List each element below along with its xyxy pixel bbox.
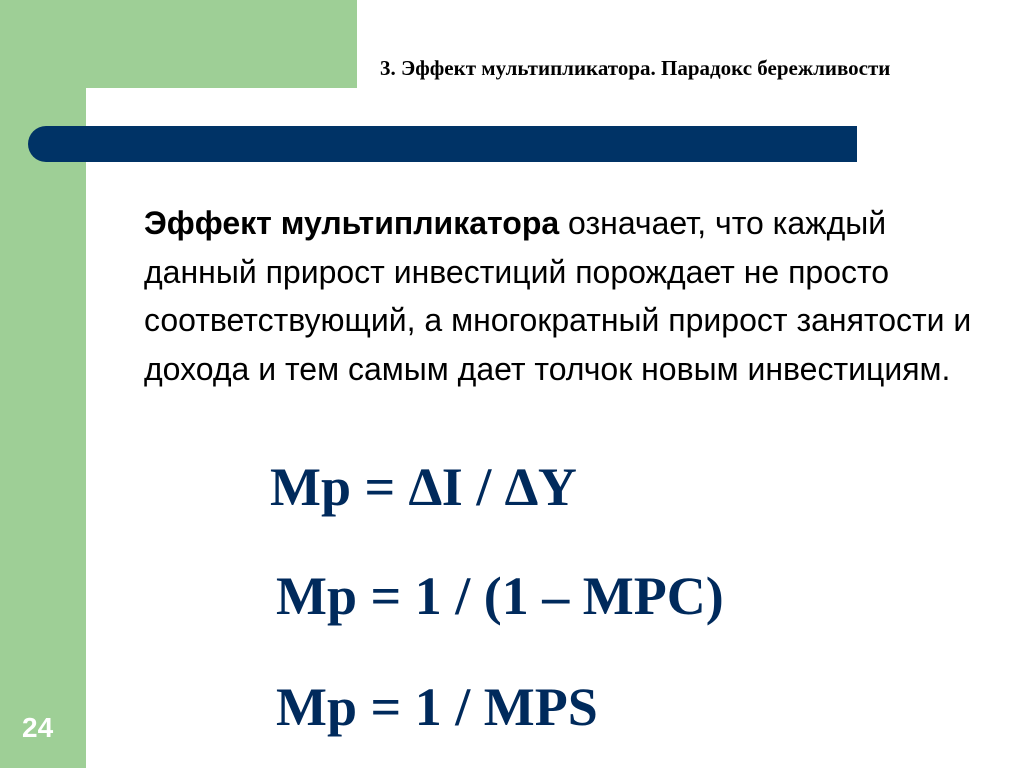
definition-paragraph (144, 199, 1004, 393)
title-divider-bar (28, 126, 857, 162)
definition-text: означает, что каждый данный прирост инвестиций порождает не просто соответствующий, а многократный прирост занятости и дохода и тем самым дает толчок новым инвестициям. (144, 205, 972, 387)
top-decor-block (0, 0, 357, 88)
formula-multiplier-mps: Mp = 1 / MPS (276, 677, 598, 737)
slide-page-number: 24 (22, 712, 54, 743)
definition-term: Эффект мультипликатора (144, 205, 560, 241)
formula-multiplier-investment: Mp = ∆I / ∆Y (270, 457, 577, 517)
slide-title: 3. Эффект мультипликатора. Парадокс бережливости (380, 56, 891, 80)
formula-multiplier-mpc: Mp = 1 / (1 – MPC) (276, 566, 724, 626)
left-decor-strip (0, 0, 86, 768)
